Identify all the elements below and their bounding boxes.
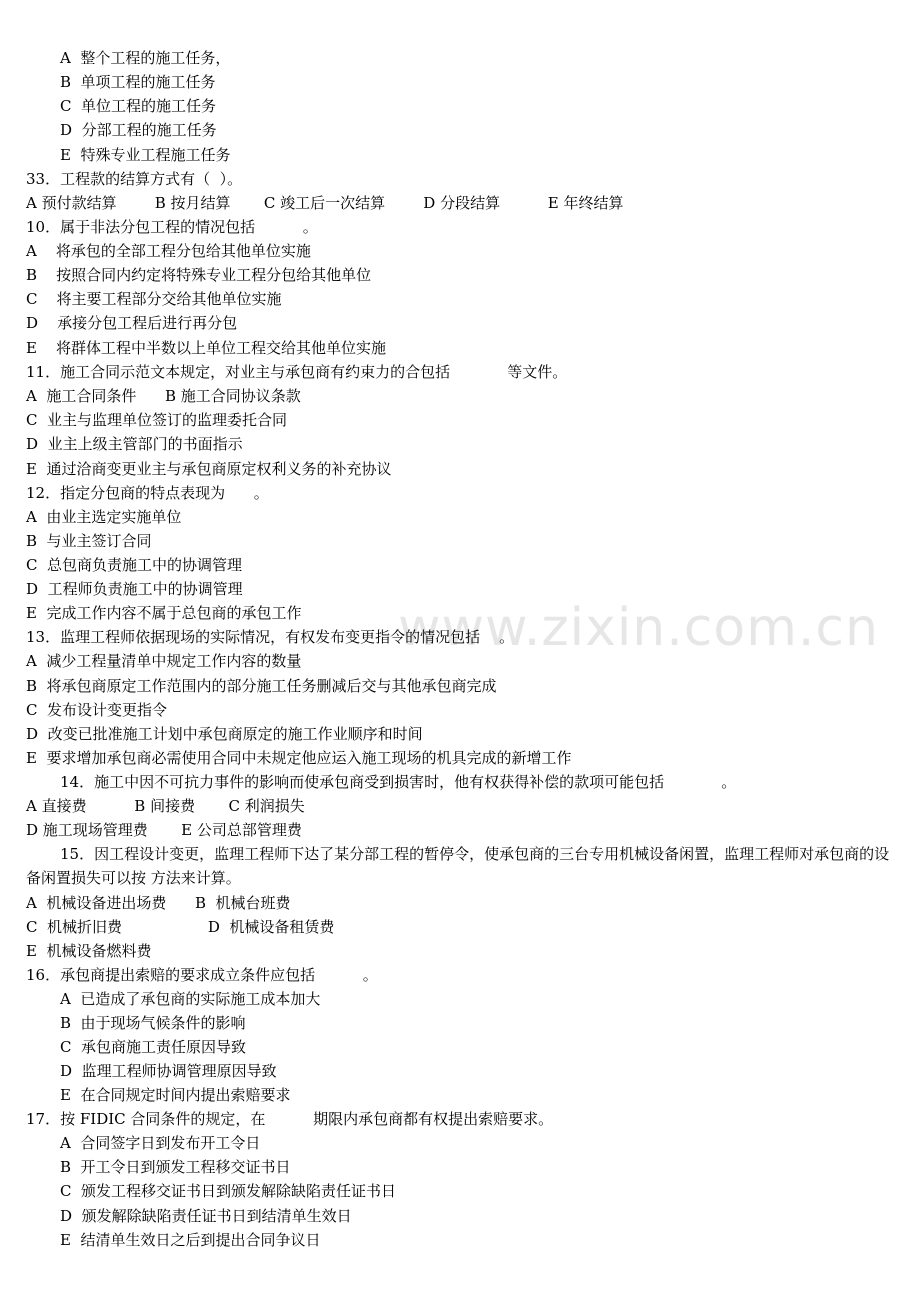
option-line: A 直接费 B 间接费 C 利润损失 [26,797,305,815]
option-line: D 业主上级主管部门的书面指示 [26,435,243,453]
option-line: E 将群体工程中半数以上单位工程交给其他单位实施 [26,339,387,357]
option-line: D 监理工程师协调管理原因导致 [60,1062,277,1080]
option-line: D 颁发解除缺陷责任证书日到结清单生效日 [60,1207,352,1225]
option-line: A 合同签字日到发布开工令日 [60,1134,261,1152]
option-line: E 要求增加承包商必需使用合同中未规定他应运入施工现场的机具完成的新增工作 [26,749,572,767]
question-33: 33．工程款的结算方式有（ ）。 [26,170,243,188]
question-13: 13．监理工程师依据现场的实际情况，有权发布变更指令的情况包括 。 [26,628,515,646]
option-line: B 将承包商原定工作范围内的部分施工任务删减后交与其他承包商完成 [26,677,497,695]
option-line: A 整个工程的施工任务， [60,49,231,67]
option-line: D 工程师负责施工中的协调管理 [26,580,243,598]
option-line: C 总包商负责施工中的协调管理 [26,556,243,574]
question-17: 17．按 FIDIC 合同条件的规定，在 期限内承包商都有权提出索赔要求。 [26,1110,554,1128]
question-16: 16．承包商提出索赔的要求成立条件应包括 。 [26,966,378,984]
option-line: C 业主与监理单位签订的监理委托合同 [26,411,288,429]
option-line: B 单项工程的施工任务 [60,73,216,91]
option-line: A 减少工程量清单中规定工作内容的数量 [26,652,302,670]
option-line: C 单位工程的施工任务 [60,97,217,115]
option-line: E 特殊专业工程施工任务 [60,146,231,164]
option-line: E 结清单生效日之后到提出合同争议日 [60,1231,321,1249]
option-line: E 机械设备燃料费 [26,942,152,960]
option-line: B 按照合同内约定将特殊专业工程分包给其他单位 [26,266,372,284]
option-line: E 通过洽商变更业主与承包商原定权利义务的补充协议 [26,460,392,478]
option-line: C 颁发工程移交证书日到颁发解除缺陷责任证书日 [60,1182,397,1200]
option-line: E 完成工作内容不属于总包商的承包工作 [26,604,302,622]
option-line: A 机械设备进出场费 B 机械台班费 [26,894,291,912]
option-line: D 分部工程的施工任务 [60,121,217,139]
option-line: A 将承包的全部工程分包给其他单位实施 [26,242,311,260]
option-line: D 施工现场管理费 E 公司总部管理费 [26,821,302,839]
option-line: D 承接分包工程后进行再分包 [26,314,238,332]
option-line: A 预付款结算 B 按月结算 C 竣工后一次结算 D 分段结算 E 年终结算 [26,194,624,212]
option-line: A 已造成了承包商的实际施工成本加大 [60,990,321,1008]
watermark-text: www.zixin.com.cn [398,598,879,658]
option-line: C 将主要工程部分交给其他单位实施 [26,290,282,308]
option-line: C 机械折旧费 D 机械设备租赁费 [26,918,335,936]
option-line: B 由于现场气候条件的影响 [60,1014,246,1032]
question-15: 15．因工程设计变更，监理工程师下达了某分部工程的暂停令，使承包商的三台专用机械设备闲置，监理工程师对承包商的设备闲置损失可以按 方法来计算。 [26,845,890,887]
option-line: D 改变已批准施工计划中承包商原定的施工作业顺序和时间 [26,725,423,743]
option-line: A 施工合同条件 B 施工合同协议条款 [26,387,301,405]
question-11: 11．施工合同示范文本规定，对业主与承包商有约束力的合包括 等文件。 [26,363,568,381]
question-10: 10．属于非法分包工程的情况包括 。 [26,218,318,236]
option-line: B 开工令日到颁发工程移交证书日 [60,1158,291,1176]
question-14: 14．施工中因不可抗力事件的影响而使承包商受到损害时，他有权获得补偿的款项可能包括 。 [60,773,737,791]
option-line: E 在合同规定时间内提出索赔要求 [60,1086,291,1104]
option-line: A 由业主选定实施单位 [26,508,182,526]
option-line: B 与业主签订合同 [26,532,152,550]
option-line: C 发布设计变更指令 [26,701,168,719]
question-12: 12．指定分包商的特点表现为 。 [26,484,269,502]
option-line: C 承包商施工责任原因导致 [60,1038,247,1056]
